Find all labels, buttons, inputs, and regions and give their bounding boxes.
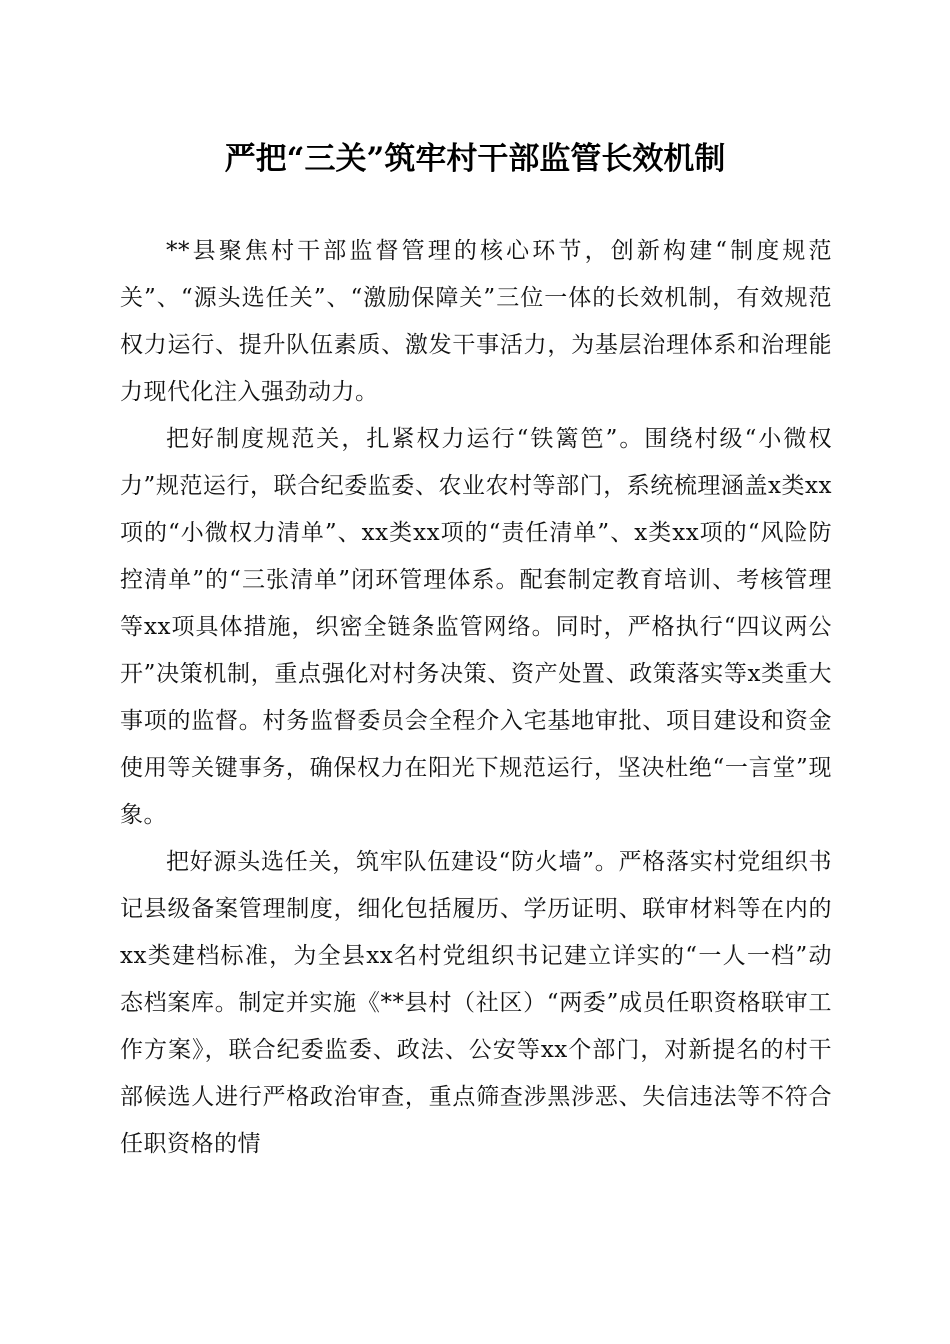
paragraph-source-selection: 把好源头选任关，筑牢队伍建设“防火墙”。严格落实村党组织书记县级备案管理制度，细化包括履历、学历证明、联审材料等在内的xx类建档标准，为全县xx名村党组织书记建立详实的“一人一档”动态档案库。制定并实施《**县村（社区）“两委”成员任职资格联审工作方案》，联合纪委监委、政法、公安等xx个部门，对新提名的村干部候选人进行严格政治审查，重点筛查涉黑涉恶、失信违法等不符合任职资格的情 [120,849,832,1157]
document-title: 严把“三关”筑牢村干部监管长效机制 [224,141,726,177]
document-body [120,228,832,1168]
paragraph-system-regulation: 把好制度规范关，扎紧权力运行“铁篱笆”。围绕村级“小微权力”规范运行，联合纪委监委、农业农村等部门，系统梳理涵盖x类xx项的“小微权力清单”、xx类xx项的“责任清单”、x类xx项的“风险防控清单”的“三张清单”闭环管理体系。配套制定教育培训、考核管理等xx项具体措施，织密全链条监管网络。同时，严格执行“四议两公开”决策机制，重点强化对村务决策、资产处置、政策落实等x类重大事项的监督。村务监督委员会全程介入宅基地审批、项目建设和资金使用等关键事务，确保权力在阳光下规范运行，坚决杜绝“一言堂”现象。 [120,426,832,828]
paragraph-intro: **县聚焦村干部监督管理的核心环节，创新构建“制度规范关”、“源头选任关”、“激励保障关”三位一体的长效机制，有效规范权力运行、提升队伍素质、激发干事活力，为基层治理体系和治理能力现代化注入强劲动力。 [120,238,832,405]
